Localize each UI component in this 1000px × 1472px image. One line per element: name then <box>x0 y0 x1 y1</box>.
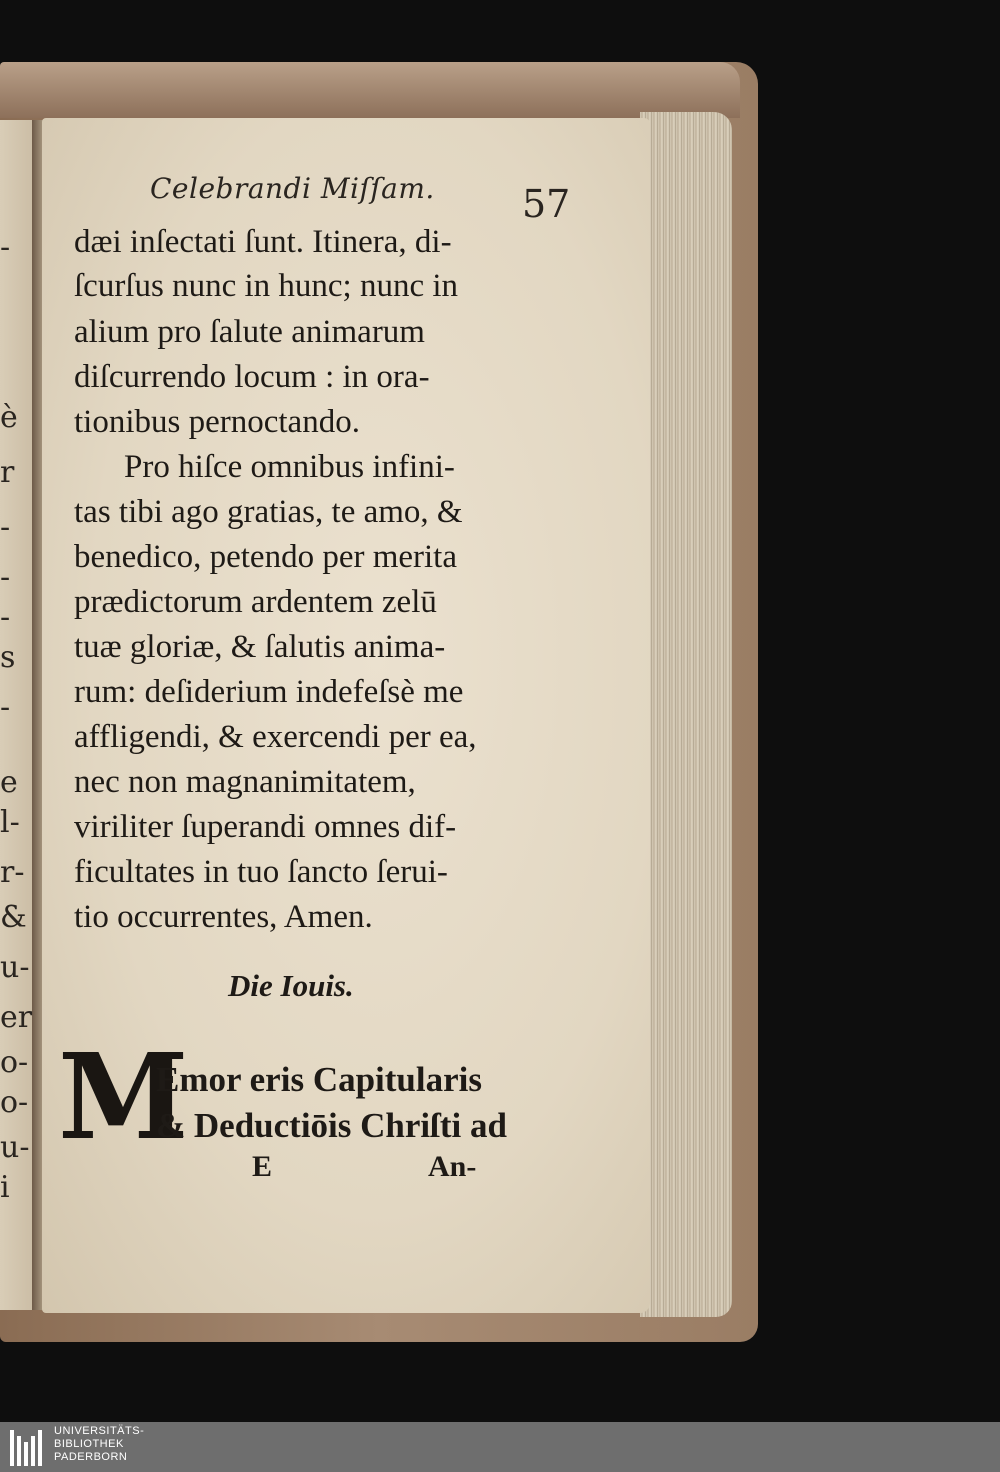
left-mark: i <box>0 1170 10 1205</box>
library-name-line: BIBLIOTHEK <box>54 1438 124 1450</box>
left-mark: - <box>0 230 11 265</box>
library-logo-icon <box>10 1428 46 1466</box>
text-line: alium pro ſalute animarum <box>74 314 425 350</box>
left-mark: - <box>0 690 11 725</box>
left-mark: è <box>0 400 18 435</box>
left-mark: - <box>0 560 11 595</box>
left-mark: s <box>0 640 16 675</box>
left-mark: er <box>0 1000 33 1035</box>
left-mark: e <box>0 765 18 800</box>
text-line: Pro hiſce omnibus infini- <box>124 449 455 485</box>
signature-mark: E <box>252 1150 273 1183</box>
page-number: 57 <box>522 182 571 226</box>
text-line: viriliter ſuperandi omnes dif- <box>74 809 457 845</box>
text-line: ſcurſus nunc in hunc; nunc in <box>74 268 459 304</box>
book-spine-edge <box>0 62 740 118</box>
section-title: Die Iouis. <box>228 968 354 1003</box>
library-footer <box>0 1422 1000 1472</box>
text-line: benedico, petendo per merita <box>74 539 457 575</box>
text-line: prædictorum ardentem zelū <box>74 584 437 620</box>
left-mark: - <box>0 600 11 635</box>
left-mark: u- <box>0 1130 30 1165</box>
text-line: affligendi, & exercendi per ea, <box>74 719 477 755</box>
left-mark: - <box>0 510 11 545</box>
dropcap-line: & Deductiōis Chriſti ad <box>156 1106 507 1145</box>
text-line: diſcurrendo locum : in ora- <box>74 359 430 395</box>
left-mark: r <box>0 455 15 490</box>
library-name <box>54 1425 144 1464</box>
left-mark: l- <box>0 805 20 840</box>
text-line: ficultates in tuo ſancto ſerui- <box>74 854 448 890</box>
text-line: tas tibi ago gratias, te amo, & <box>74 494 463 530</box>
left-mark: u- <box>0 950 30 985</box>
text-line: rum: deſiderium indefeſsè me <box>74 674 464 710</box>
page-edges <box>640 112 732 1317</box>
left-mark: r- <box>0 855 25 890</box>
library-name-line: UNIVERSITÄTS- <box>54 1425 145 1437</box>
drop-cap: M <box>58 1027 189 1166</box>
library-name-line: PADERBORN <box>54 1451 128 1463</box>
left-mark: o- <box>0 1085 29 1120</box>
text-line: tionibus pernoctando. <box>74 404 360 440</box>
catchword: An- <box>428 1150 477 1183</box>
text-line: tuæ gloriæ, & ſalutis anima- <box>74 629 446 665</box>
running-head: Celebrandi Miſſam. <box>150 172 435 205</box>
text-line: nec non magnanimitatem, <box>74 764 416 800</box>
text-line: dæi inſectati ſunt. Itinera, di- <box>74 224 452 260</box>
left-mark: o- <box>0 1045 29 1080</box>
dropcap-line: Emor eris Capitularis <box>156 1060 483 1099</box>
left-mark: & <box>0 900 27 935</box>
text-line: tio occurrentes, Amen. <box>74 899 373 935</box>
